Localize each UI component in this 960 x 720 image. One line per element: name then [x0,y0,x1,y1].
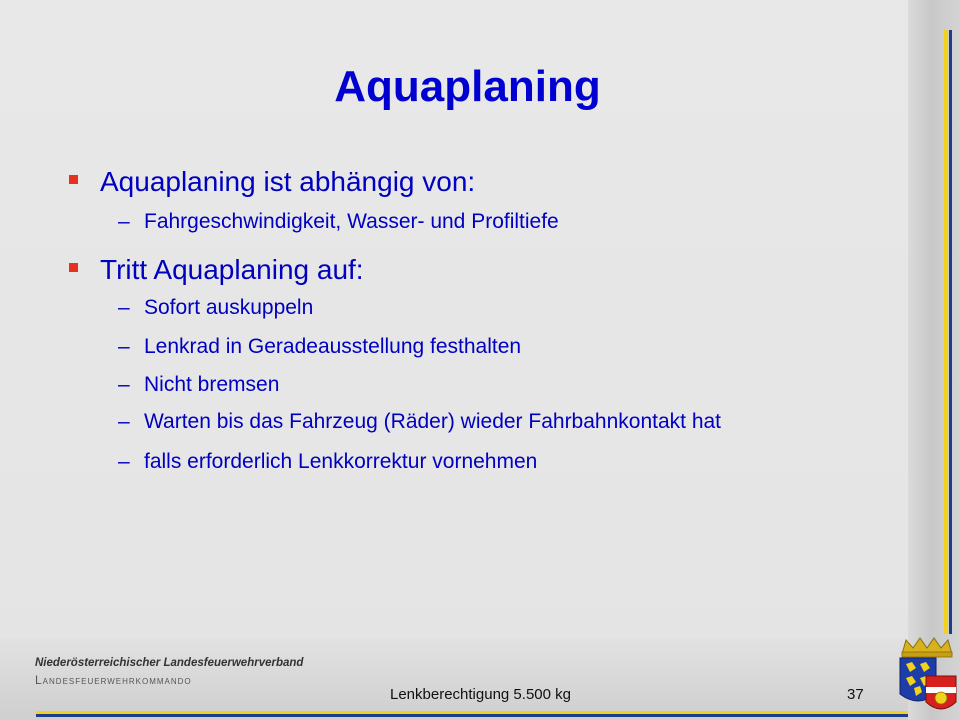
bullet-square-icon [69,263,78,272]
dash-marker: – [118,210,130,233]
sub-bullet-text: Sofort auskuppeln [144,296,314,319]
dash-marker: – [118,296,130,319]
sub-bullet-text: Fahrgeschwindigkeit, Wasser- und Profiltiefe [144,210,559,233]
sub-bullet-text: falls erforderlich Lenkkorrektur vornehmen [144,450,538,473]
bottom-blue-stripe [36,714,908,717]
command-name: Landesfeuerwehrkommando [35,673,192,687]
association-name: Niederösterreichischer Landesfeuerwehrverband [35,657,304,669]
sub-bullet-item [118,410,721,434]
dash-marker: – [118,335,130,358]
dash-marker: – [118,373,130,396]
sub-bullet-item [118,373,279,397]
footer-text: Lenkberechtigung 5.500 kg [390,686,571,703]
dash-marker: – [118,410,130,433]
right-yellow-stripe [944,30,948,634]
sub-bullet-item [118,335,521,359]
bullet-square-icon [69,175,78,184]
sub-bullet-item [118,296,313,320]
sub-bullet-item [118,450,537,474]
slide-title: Aquaplaning [334,62,601,111]
sub-bullet-text: Lenkrad in Geradeausstellung festhalten [144,335,522,358]
bullet-item: Aquaplaning ist abhängig von: [100,166,476,197]
bullet-item: Tritt Aquaplaning auf: [100,254,364,285]
page-number: 37 [847,686,864,703]
sub-bullet-text: Warten bis das Fahrzeug (Räder) wieder Fahrbahnkontakt hat [144,410,722,433]
lower-austria-fire-brigade-crest-icon [896,632,958,718]
dash-marker: – [118,450,130,473]
sub-bullet-text: Nicht bremsen [144,373,280,396]
sub-bullet-item [118,210,559,234]
right-blue-stripe [949,30,952,634]
